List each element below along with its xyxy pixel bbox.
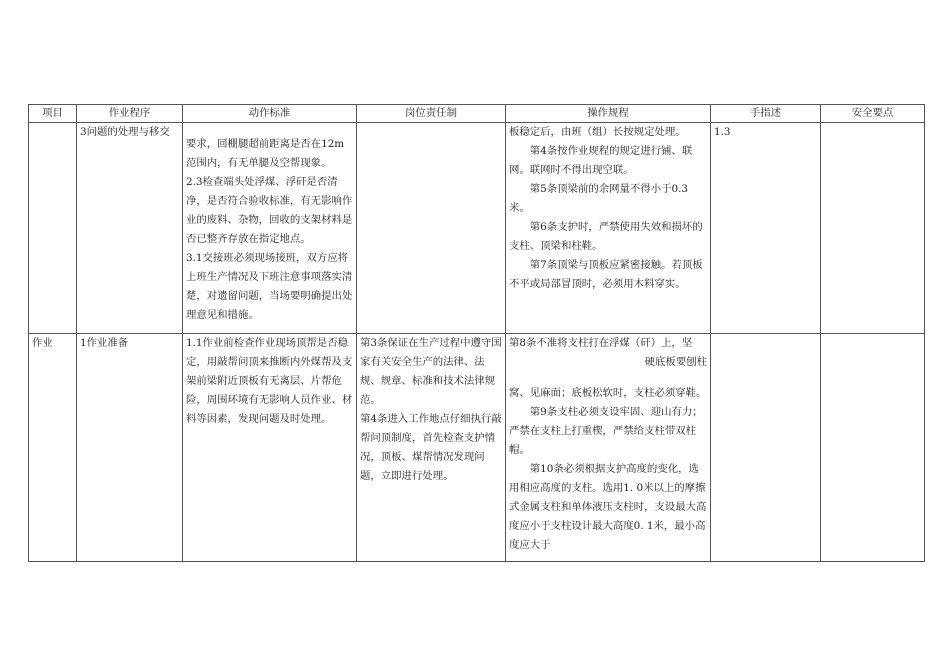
procedure-text: 第10条必须根据支护高度的变化，选用相应高度的支柱。选用1. 0米以上的摩擦式金属支柱和单体液压支柱时，支设最大高度应小于支柱设计最大高度0. 1米，最小高度应大于 [509,463,707,551]
cell-safety [821,123,925,334]
procedure-text: 第5条顶梁前的余网量不得小于0.3 米。 [509,183,689,214]
procedure-text: 第6条支护时，严禁使用失效和损坏的支柱、顶梁和柱鞋。 [509,221,703,252]
standard-text: 1.1作业前检查作业现场顶帮是否稳定，用敲帮问顶来推断内外煤帮及支架前梁附近顶板有无离层、片帮危险，周围环境有无影响人员作业、材料等因素，发现问题及时处理。 [186,337,353,425]
procedure-table [28,104,925,562]
header-duty: 岗位责任制 [357,105,506,123]
finger-text: 1.3 [714,126,731,138]
standard-text: 2.3检查端头处浮煤、浮矸是否清净，是否符合验收标准，有无影响作业的废料、杂物，回收的支架材料是否已整齐存放在指定地点。 [186,176,353,245]
cell-standard [183,334,357,562]
header-program: 作业程序 [77,105,183,123]
item-text: 作业 [32,337,53,349]
header-procedure: 操作规程 [506,105,711,123]
standard-text: 3.1交接班必须现场接班，双方应将上班生产情况及下班注意事项落实清楚，对遗留问题，当场要明确提出处理意见和措施。 [186,252,353,321]
duty-text: 第4条进入工作地点仔细执行敲帮问顶制度，首先检查支护情况，顶板、煤帮情况发现问题，立即进行处理。 [360,413,502,482]
table-row [29,123,925,334]
header-row [29,105,925,123]
cell-finger [711,334,821,562]
cell-duty [357,123,506,334]
cell-standard [183,123,357,334]
table-row [29,334,925,562]
cell-item [29,123,77,334]
program-text: 3问题的处理与移交 [80,126,170,138]
procedure-text: 硬底板要刨柱 [644,356,707,368]
cell-finger [711,123,821,334]
cell-program [77,123,183,334]
header-safety: 安全要点 [821,105,925,123]
header-standard: 动作标准 [183,105,357,123]
header-finger: 手指述 [711,105,821,123]
cell-procedure [506,334,711,562]
procedure-text: 板稳定后，由班（组）长按规定处理。 [509,126,686,138]
procedure-text: 第7条顶梁与顶板应紧密接触。若顶板不平或局部冒顶时，必须用木料穿实。 [509,259,703,290]
cell-safety [821,334,925,562]
header-item: 项目 [29,105,77,123]
cell-duty [357,334,506,562]
procedure-text: 第9条支柱必须支设牢固、迎山有力；严禁在支柱上打重楔，严禁给支柱带双柱帽。 [509,406,703,456]
duty-text: 第3条保证在生产过程中遵守国家有关安全生产的法律、法规、规章、标准和技术法律规范。 [360,337,502,406]
cell-procedure [506,123,711,334]
cell-item [29,334,77,562]
standard-text: 要求，回棚腿超前距离是否在12m范围内，有无单腿及空帮现象。 [186,138,345,169]
procedure-text: 窝、见麻面；底板松软时，支柱必须穿鞋。 [509,387,707,399]
cell-program [77,334,183,562]
procedure-text: 第4条按作业规程的规定进行铺、联网。联网时不得出现空联。 [509,145,693,176]
procedure-text: 第8条不准将支柱打在浮煤（矸）上，坚 [509,337,693,349]
program-text: 1作业准备 [80,337,129,349]
